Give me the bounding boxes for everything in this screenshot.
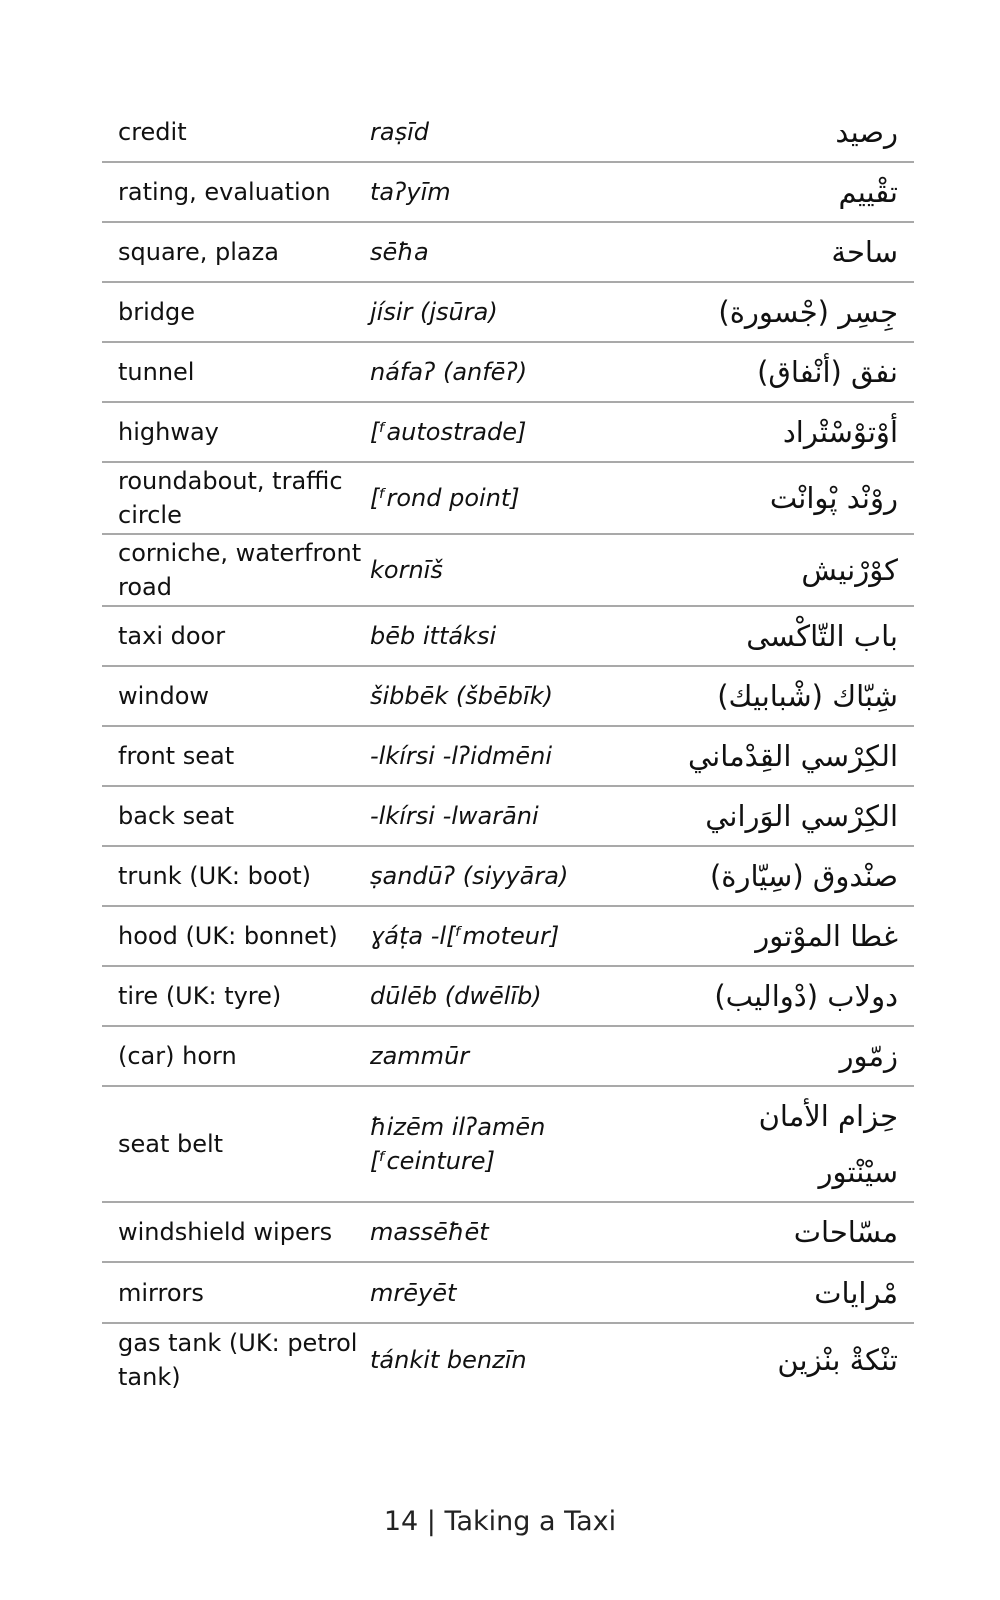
- transliteration: zammūr: [370, 1042, 470, 1070]
- arabic-term: مْرايات: [814, 1275, 898, 1310]
- english-term: back seat: [118, 802, 235, 830]
- arabic-term: رصيد: [835, 115, 898, 149]
- table-row: [102, 727, 914, 787]
- english-term: square, plaza: [118, 238, 279, 266]
- arabic-term: صنْدوق (سِيّارة): [709, 859, 898, 893]
- transliteration: náfaʔ (anfēʔ): [370, 358, 528, 386]
- arabic-term: كوْرْنيش: [801, 553, 898, 587]
- english-term: roundabout, traffic circle: [118, 467, 343, 529]
- table-row: [102, 1263, 914, 1324]
- arabic-term: دولاب (دْواليب): [714, 979, 898, 1013]
- transliteration: taʔyīm: [370, 178, 451, 206]
- english-term: bridge: [118, 298, 196, 326]
- english-term: seat belt: [118, 1130, 224, 1158]
- page-footer: 14 | Taking a Taxi: [383, 1506, 617, 1537]
- arabic-term: شِبّاك (شْبابيك): [717, 679, 898, 713]
- arabic-term: ساحة: [831, 235, 898, 269]
- english-term: tire (UK: tyre): [118, 982, 282, 1010]
- english-term: gas tank (UK: petrol tank): [118, 1329, 358, 1391]
- english-term: trunk (UK: boot): [118, 862, 311, 890]
- transliteration: šibbēk (šbēbīk): [370, 682, 553, 710]
- transliteration: massēħēt: [370, 1218, 489, 1246]
- arabic-term: أوْتوْسْتْراد: [782, 415, 898, 449]
- arabic-term: جِسِر (جْسورة): [718, 295, 898, 329]
- english-term: front seat: [118, 742, 235, 770]
- transliteration: -lkírsi -lʔidmēni: [370, 742, 553, 770]
- english-term: highway: [118, 418, 219, 446]
- arabic-term: تقْييم: [838, 175, 898, 209]
- transliteration: raṣīd: [370, 118, 429, 146]
- transliteration: [ᶠrond point]: [370, 484, 520, 512]
- table-row: [102, 283, 914, 343]
- transliteration: mrēyēt: [370, 1278, 457, 1307]
- english-term: (car) horn: [118, 1042, 237, 1070]
- english-term: windshield wipers: [118, 1218, 333, 1246]
- english-term: corniche, waterfront road: [118, 539, 362, 601]
- table-row: [102, 1087, 914, 1203]
- table-row: [102, 787, 914, 847]
- table-row: [102, 847, 914, 907]
- english-term: taxi door: [118, 622, 226, 650]
- table-row: [102, 667, 914, 727]
- arabic-term: زمّور: [839, 1039, 898, 1073]
- table-row: [102, 1027, 914, 1087]
- arabic-term: الكِرْسي القِدْماني: [688, 739, 898, 773]
- transliteration: bēb ittáksi: [370, 622, 497, 650]
- arabic-term: روْنْد پْوانْت: [769, 481, 898, 515]
- table-row: [102, 1203, 914, 1263]
- arabic-term: باب التّاكْسى: [746, 619, 898, 653]
- english-term: rating, evaluation: [118, 178, 331, 206]
- transliteration: kornīš: [370, 556, 443, 584]
- table-row: [102, 1324, 914, 1396]
- transliteration: [ᶠautostrade]: [370, 418, 527, 446]
- english-term: tunnel: [118, 358, 195, 386]
- english-term: mirrors: [118, 1278, 204, 1307]
- table-row: [102, 967, 914, 1027]
- table-row: [102, 463, 914, 535]
- table-row: [102, 403, 914, 463]
- table-row: [102, 907, 914, 967]
- english-term: window: [118, 682, 210, 710]
- transliteration: ṣandūʔ (siyyāra): [370, 862, 569, 890]
- table-row: [102, 103, 914, 163]
- vocabulary-table: [102, 103, 914, 1396]
- table-row: [102, 343, 914, 403]
- transliteration: sēħa: [370, 238, 429, 266]
- transliteration: tánkit benzīn: [370, 1346, 527, 1374]
- arabic-term: حِزام الأمان سيْنْتور: [758, 1099, 898, 1189]
- transliteration: -lkírsi -lwarāni: [370, 802, 539, 830]
- arabic-term: مسّاحات: [793, 1215, 898, 1249]
- table-row: [102, 607, 914, 667]
- table-row: [102, 163, 914, 223]
- english-term: hood (UK: bonnet): [118, 922, 338, 950]
- arabic-term: تنْكةْ بنْزين: [777, 1343, 898, 1377]
- arabic-term: الكِرْسي الوَراني: [705, 799, 898, 833]
- table-row: [102, 535, 914, 607]
- transliteration: ħizēm ilʔamēn [ᶠceinture]: [370, 1113, 546, 1175]
- arabic-term: نفق (أنْفاق): [757, 355, 898, 389]
- english-term: credit: [118, 118, 187, 146]
- transliteration: ɣáṭa -l[ᶠmoteur]: [370, 922, 560, 950]
- transliteration: jísir (jsūra): [370, 298, 498, 326]
- arabic-term: غطا الموْتور: [755, 919, 898, 953]
- transliteration: dūlēb (dwēlīb): [370, 982, 542, 1010]
- table-row: [102, 223, 914, 283]
